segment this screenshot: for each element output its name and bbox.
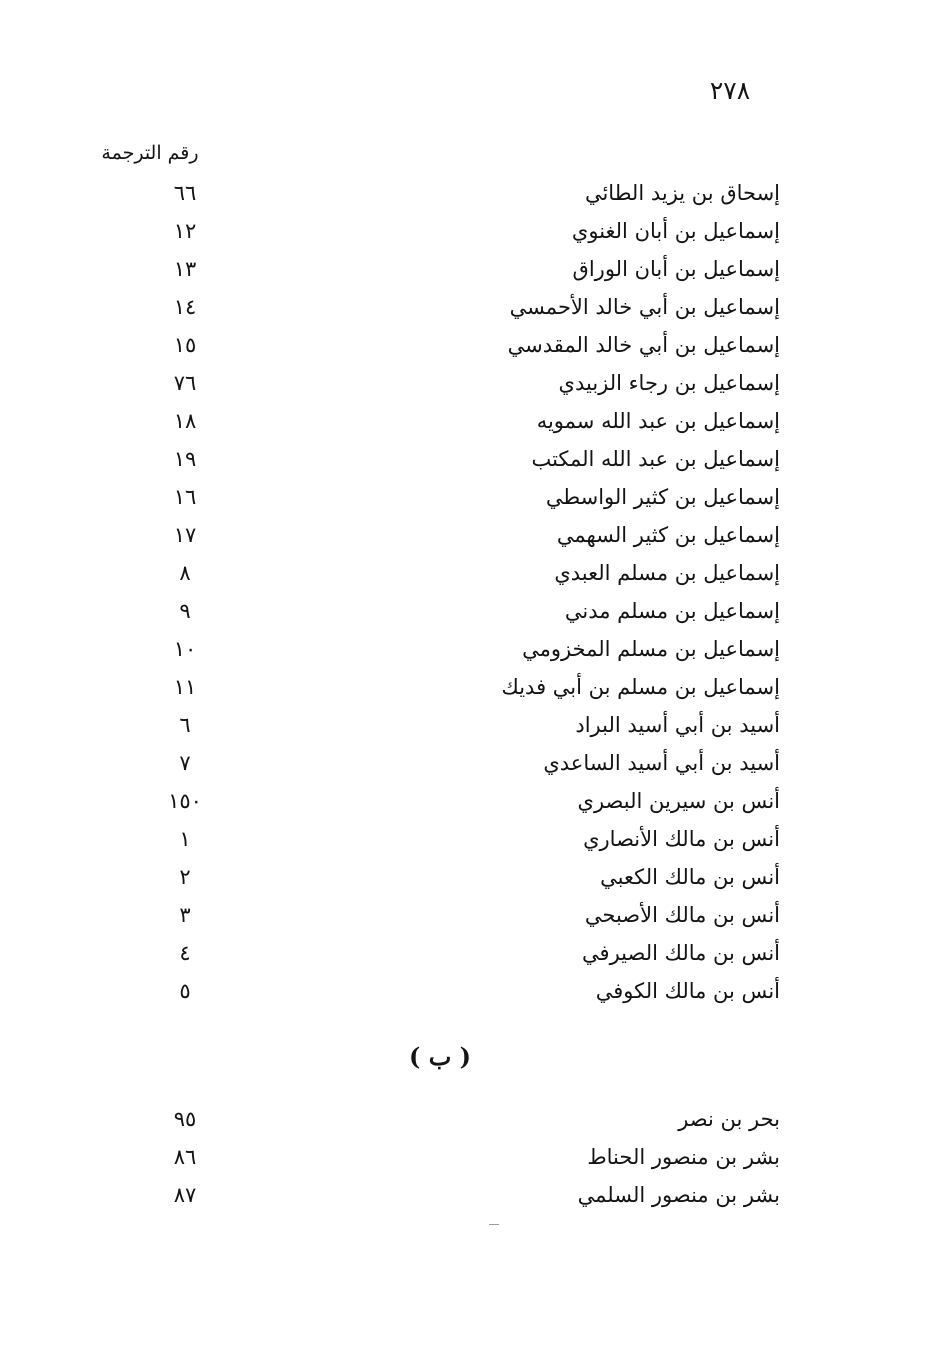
- section-heading-ba: ( ب ): [408, 1042, 471, 1071]
- entry-name: أسيد بن أبي أسيد البراد: [575, 713, 780, 737]
- entry-name: أنس بن مالك الأصبحي: [584, 903, 780, 927]
- entry-biography-number: ١٠: [173, 637, 197, 661]
- index-entry: [0, 1100, 945, 1138]
- index-entry: [0, 402, 945, 440]
- entry-biography-number: ٩٥: [173, 1107, 197, 1131]
- entry-name: إسماعيل بن عبد الله المكتب: [531, 447, 780, 471]
- print-mark: [489, 1224, 499, 1225]
- index-entry: [0, 744, 945, 782]
- entry-biography-number: ٦: [179, 713, 191, 737]
- entry-biography-number: ٧٦: [173, 371, 197, 395]
- index-entry: [0, 1138, 945, 1176]
- entry-biography-number: ٨: [179, 561, 191, 585]
- entry-biography-number: ١٦: [173, 485, 197, 509]
- entry-name: أنس بن مالك الكعبي: [600, 865, 780, 889]
- entry-name: بشر بن منصور السلمي: [577, 1183, 780, 1207]
- entry-name: إسماعيل بن أبان الغنوي: [571, 219, 780, 243]
- entry-name: إسحاق بن يزيد الطائي: [584, 181, 780, 205]
- entry-biography-number: ١٢: [173, 219, 197, 243]
- entry-name: أسيد بن أبي أسيد الساعدي: [543, 751, 780, 775]
- index-entry: [0, 288, 945, 326]
- entry-name: إسماعيل بن مسلم المخزومي: [522, 637, 780, 661]
- entry-biography-number: ١٣: [173, 257, 197, 281]
- entry-name: أنس بن سيرين البصري: [577, 789, 780, 813]
- entry-name: إسماعيل بن مسلم مدني: [564, 599, 780, 623]
- entry-biography-number: ١: [179, 827, 191, 851]
- entry-name: إسماعيل بن كثير الواسطي: [545, 485, 780, 509]
- index-entry: [0, 592, 945, 630]
- index-entry: [0, 630, 945, 668]
- entry-name: بشر بن منصور الحناط: [587, 1145, 780, 1169]
- index-entry: [0, 1176, 945, 1214]
- entry-biography-number: ٧: [179, 751, 191, 775]
- entry-biography-number: ٥: [179, 979, 191, 1003]
- entry-list-alif: [0, 174, 945, 1010]
- entry-name: إسماعيل بن عبد الله سمويه: [536, 409, 780, 433]
- entry-biography-number: ٣: [179, 903, 191, 927]
- index-entry: [0, 212, 945, 250]
- entry-biography-number: ١٧: [173, 523, 197, 547]
- entry-biography-number: ١٥٠: [168, 789, 202, 813]
- index-entry: [0, 782, 945, 820]
- entry-name: إسماعيل بن أبي خالد المقدسي: [507, 333, 780, 357]
- entry-name: إسماعيل بن رجاء الزبيدي: [558, 371, 780, 395]
- entry-name: بحر بن نصر: [678, 1107, 780, 1131]
- column-header-biography-number: رقم الترجمة: [101, 142, 199, 164]
- index-entry: [0, 364, 945, 402]
- index-entry: [0, 516, 945, 554]
- entry-biography-number: ٨٦: [173, 1145, 197, 1169]
- index-entry: [0, 554, 945, 592]
- entry-name: إسماعيل بن أبان الوراق: [572, 257, 780, 281]
- entry-name: أنس بن مالك الكوفي: [595, 979, 780, 1003]
- page-number: ٢٧٨: [709, 76, 751, 105]
- index-entry: [0, 820, 945, 858]
- index-entry: [0, 250, 945, 288]
- entry-name: إسماعيل بن مسلم العبدي: [554, 561, 780, 585]
- entry-biography-number: ٢: [179, 865, 191, 889]
- entry-name: أنس بن مالك الأنصاري: [583, 827, 780, 851]
- entry-biography-number: ٨٧: [173, 1183, 197, 1207]
- entry-name: إسماعيل بن أبي خالد الأحمسي: [509, 295, 780, 319]
- entry-biography-number: ٤: [179, 941, 191, 965]
- index-entry: [0, 896, 945, 934]
- entry-name: إسماعيل بن مسلم بن أبي فديك: [501, 675, 780, 699]
- entry-biography-number: ١٩: [173, 447, 197, 471]
- entry-name: أنس بن مالك الصيرفي: [582, 941, 780, 965]
- index-entry: [0, 706, 945, 744]
- index-entry: [0, 440, 945, 478]
- index-entry: [0, 934, 945, 972]
- index-entry: [0, 858, 945, 896]
- entry-biography-number: ١٤: [173, 295, 197, 319]
- index-entry: [0, 478, 945, 516]
- entry-biography-number: ١١: [173, 675, 197, 699]
- index-entry: [0, 668, 945, 706]
- entry-biography-number: ١٨: [173, 409, 197, 433]
- entry-biography-number: ٩: [179, 599, 191, 623]
- index-entry: [0, 972, 945, 1010]
- index-entry: [0, 174, 945, 212]
- entry-biography-number: ١٥: [173, 333, 197, 357]
- entry-name: إسماعيل بن كثير السهمي: [556, 523, 780, 547]
- entry-biography-number: ٦٦: [173, 181, 197, 205]
- index-entry: [0, 326, 945, 364]
- entry-list-ba: [0, 1100, 945, 1214]
